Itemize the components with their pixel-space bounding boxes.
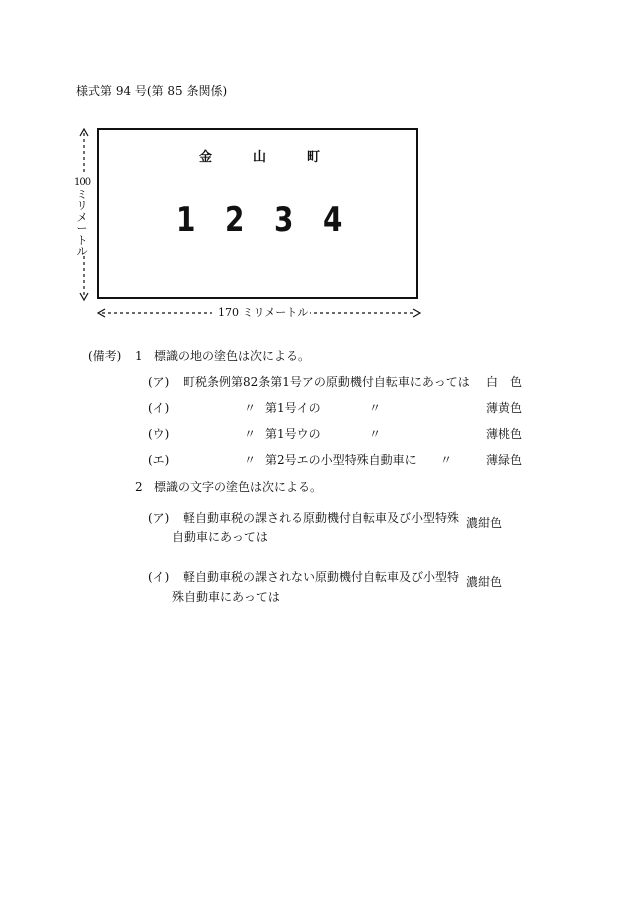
height-dimension-label — [74, 178, 90, 258]
license-plate — [97, 128, 418, 299]
note-item-number: 2 — [135, 480, 143, 494]
ditto-mark: 〃 — [369, 401, 382, 415]
ditto-mark: 〃 — [369, 427, 382, 441]
note-row-mark: (ア) — [148, 375, 170, 389]
plate-town-char: 町 — [307, 150, 321, 165]
plate-number-digit: 4 — [323, 200, 343, 240]
height-unit-char: ト — [76, 233, 88, 247]
note-row-color: 薄緑色 — [486, 453, 523, 467]
plate-number-digit: 1 — [176, 200, 196, 240]
page-title: 様式第 94 号(第 85 条関係) — [76, 84, 228, 98]
height-unit-char: メ — [76, 210, 88, 224]
note-row-color: 薄桃色 — [486, 427, 523, 441]
note-row-color: 薄黄色 — [486, 401, 523, 415]
width-dimension-label: 170 ミリメートル — [218, 306, 309, 319]
note-row-text-cont: 自動車にあっては — [172, 530, 268, 544]
note-row-mark: (イ) — [148, 401, 170, 415]
notes-label: (備考) — [88, 349, 122, 363]
note-row-color: 濃紺色 — [466, 516, 503, 530]
note-row-text-cont: 殊自動車にあっては — [172, 590, 280, 604]
plate-town-char: 山 — [253, 150, 267, 165]
height-unit-char: ミ — [76, 187, 88, 201]
note-row-color: 濃紺色 — [466, 575, 503, 589]
note-row-color: 白 色 — [486, 375, 523, 389]
note-item-number: 1 — [135, 349, 143, 363]
plate-number-digit: 2 — [225, 200, 245, 240]
note-item-text: 標識の地の塗色は次による。 — [154, 349, 311, 363]
note-row-text: 町税条例第82条第1号アの原動機付自転車にあっては — [183, 375, 470, 389]
height-unit-char: ー — [76, 222, 88, 236]
height-unit-char: ル — [76, 245, 88, 259]
note-row-mark: (エ) — [148, 453, 170, 467]
plate-number-digit: 3 — [274, 200, 294, 240]
note-row-text: 第1号イの — [265, 401, 321, 415]
width-arrow-head-right — [413, 309, 420, 317]
ditto-mark: 〃 — [440, 453, 453, 467]
note-row-mark: (イ) — [148, 570, 170, 584]
note-row-text: 第1号ウの — [265, 427, 321, 441]
note-row-mark: (ウ) — [148, 427, 170, 441]
note-row-text: 軽自動車税の課される原動機付自転車及び小型特殊 — [183, 511, 460, 525]
note-row-text: 第2号エの小型特殊自動車に — [265, 453, 417, 467]
ditto-mark: 〃 — [244, 427, 257, 441]
height-unit-char: リ — [76, 199, 88, 213]
note-row-text: 軽自動車税の課されない原動機付自転車及び小型特 — [183, 570, 460, 584]
ditto-mark: 〃 — [244, 453, 257, 467]
note-row-mark: (ア) — [148, 511, 170, 525]
plate-town-char: 金 — [199, 150, 213, 165]
height-number: 100 — [74, 177, 91, 188]
note-item-text: 標識の文字の塗色は次による。 — [154, 480, 323, 494]
ditto-mark: 〃 — [244, 401, 257, 415]
